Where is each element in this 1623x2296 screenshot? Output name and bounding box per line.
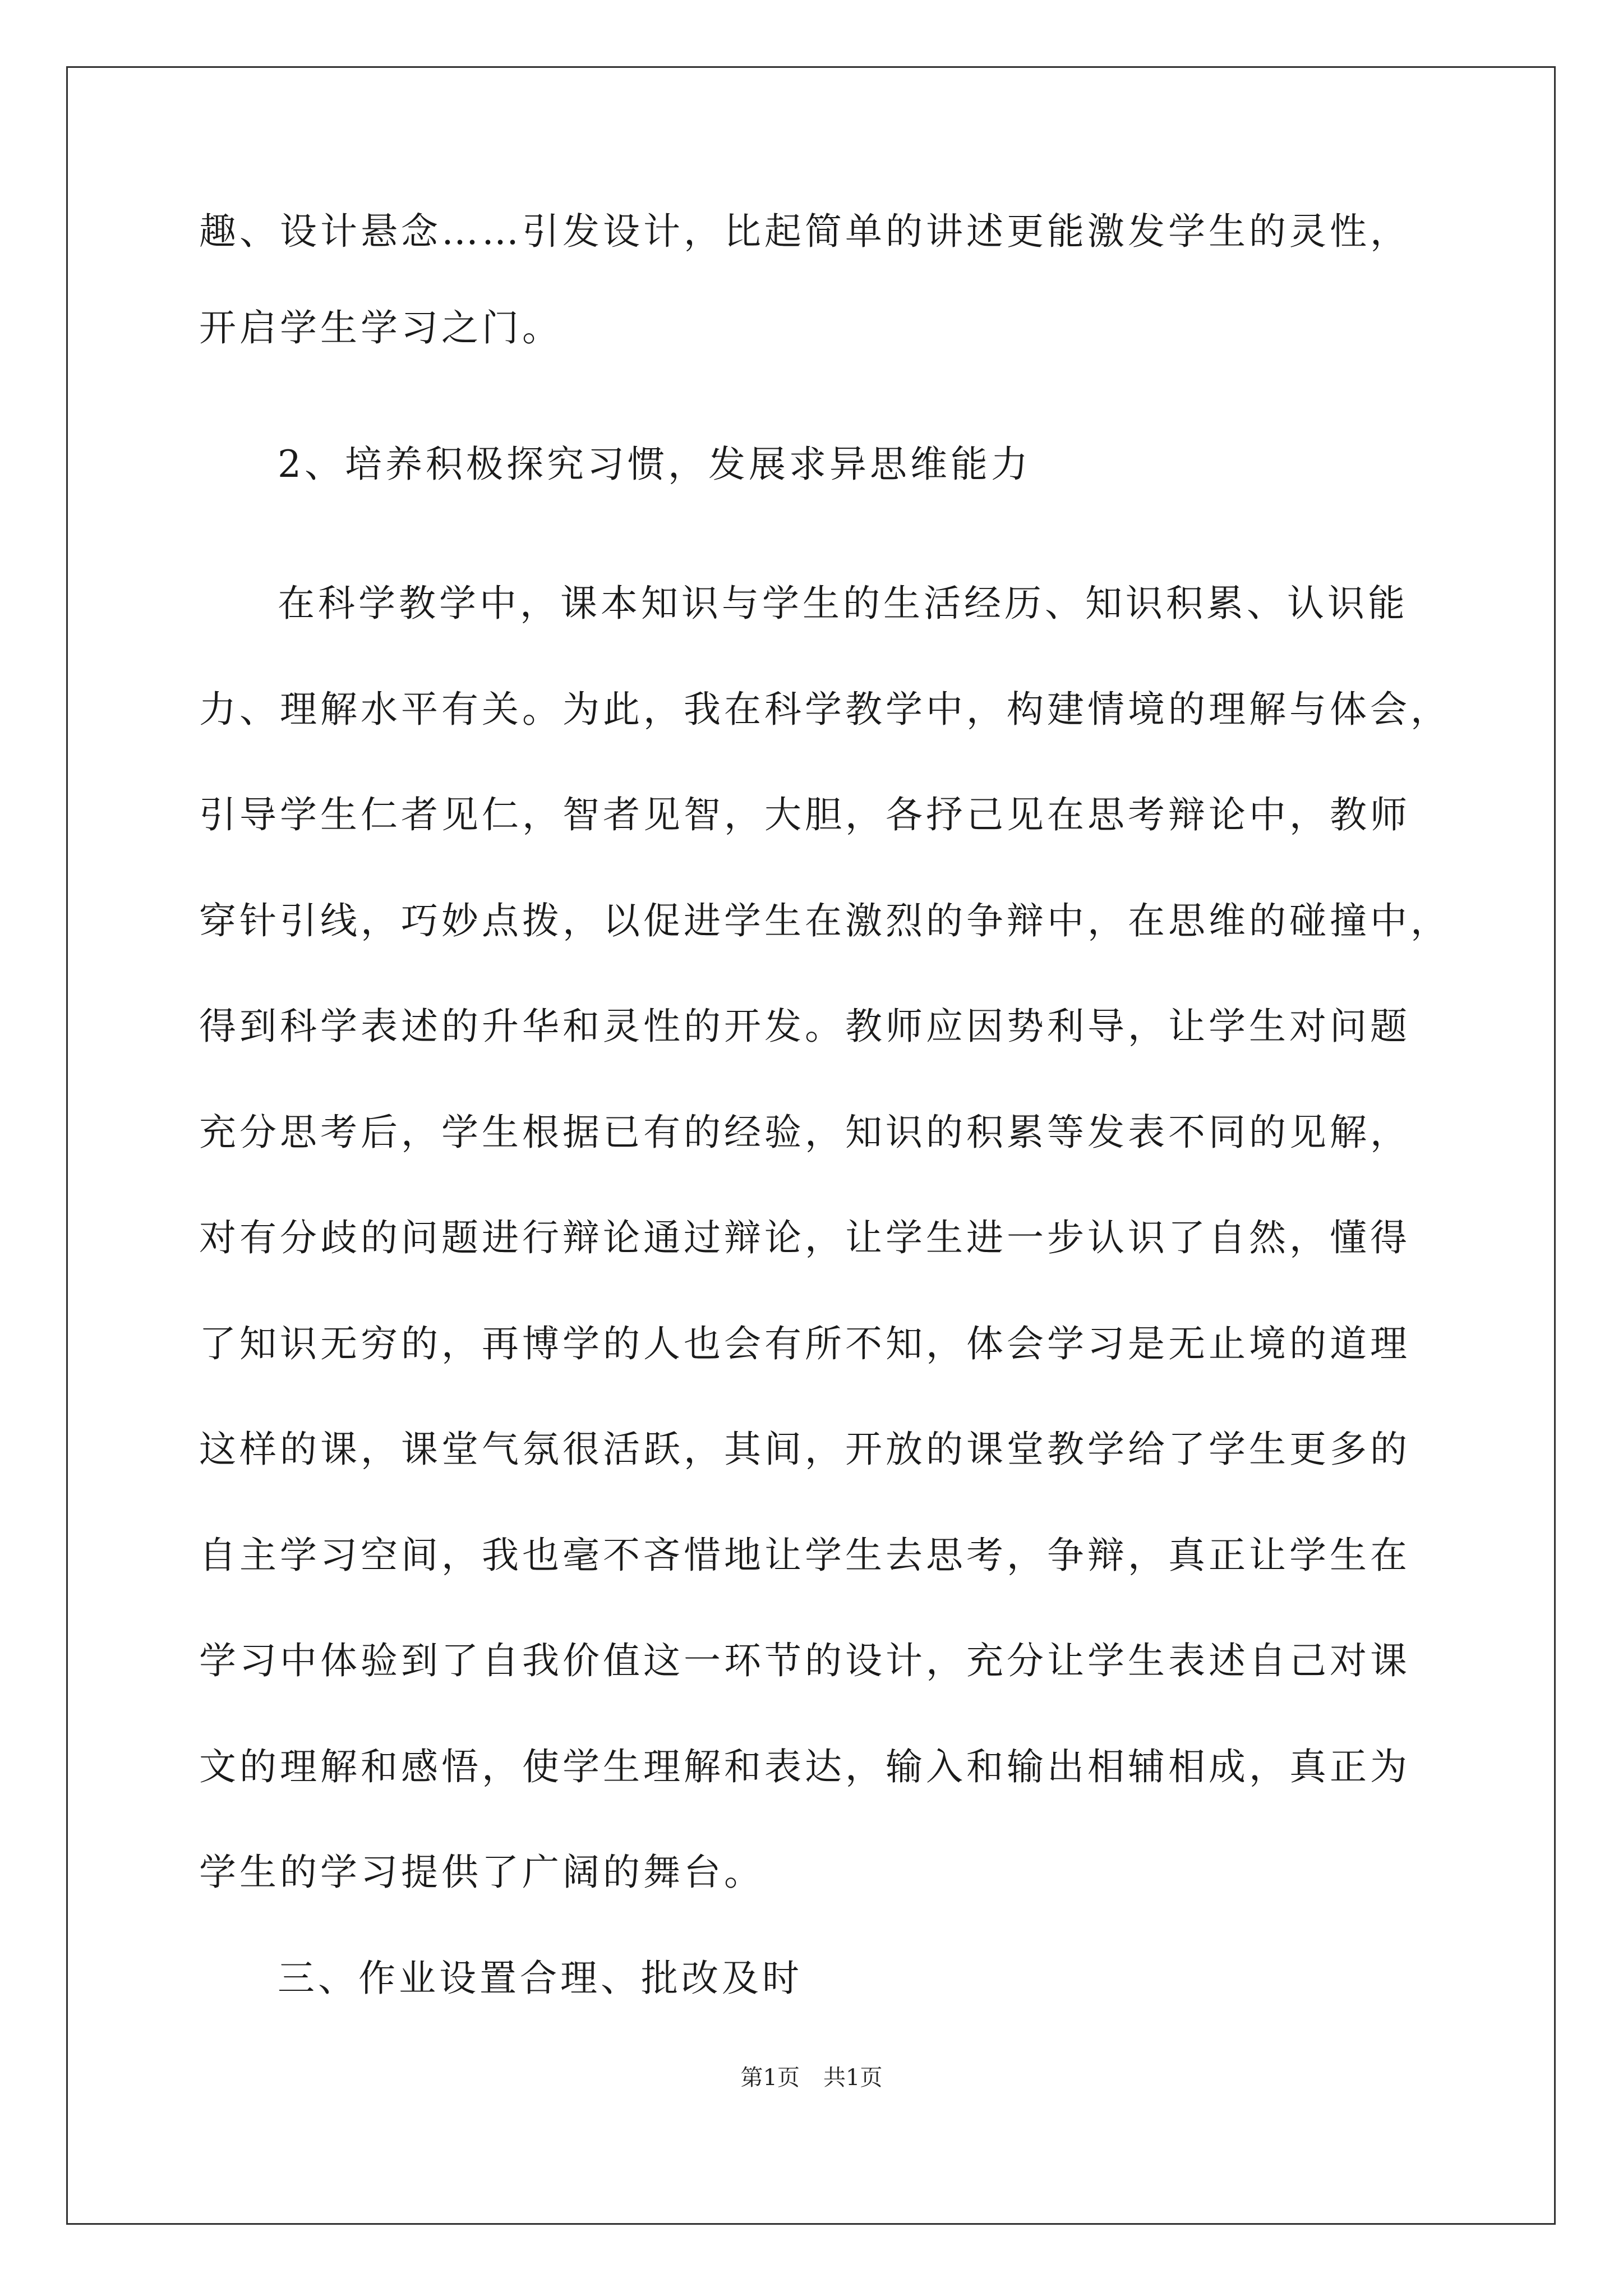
- text-line: 了知识无穷的，再博学的人也会有所不知，体会学习是无止境的道理: [199, 1322, 1410, 1365]
- text-line: 引导学生仁者见仁，智者见智，大胆，各抒己见在思考辩论中，教师: [199, 793, 1410, 836]
- section-heading: 2、培养积极探究习惯，发展求异思维能力: [278, 443, 1031, 486]
- text-line: 学习中体验到了自我价值这一环节的设计，充分让学生表述自己对课: [199, 1639, 1410, 1682]
- text-line: 对有分歧的问题进行辩论通过辩论，让学生进一步认识了自然，懂得: [199, 1216, 1410, 1259]
- text-line: 学生的学习提供了广阔的舞台。: [199, 1851, 764, 1894]
- text-line: 得到科学表述的升华和灵性的开发。教师应因势利导，让学生对问题: [199, 1005, 1410, 1048]
- section-heading: 三、作业设置合理、批改及时: [278, 1957, 803, 2000]
- text-line: 自主学习空间，我也毫不吝惜地让学生去思考，争辩，真正让学生在: [199, 1534, 1410, 1577]
- page-number-total: 共1页: [823, 2065, 883, 2091]
- page-number-current: 第1页: [740, 2065, 800, 2091]
- page-footer: [0, 2067, 1623, 2089]
- text-line: 开启学生学习之门。: [199, 306, 562, 349]
- text-line: 在科学教学中，课本知识与学生的生活经历、知识积累、认识能: [278, 582, 1408, 625]
- text-line: 力、理解水平有关。为此，我在科学教学中，构建情境的理解与体会，: [199, 688, 1451, 731]
- text-line: 充分思考后，学生根据已有的经验，知识的积累等发表不同的见解，: [199, 1111, 1410, 1154]
- text-line: 文的理解和感悟，使学生理解和表达，输入和输出相辅相成，真正为: [199, 1745, 1410, 1788]
- text-line: 这样的课，课堂气氛很活跃，其间，开放的课堂教学给了学生更多的: [199, 1428, 1410, 1471]
- text-line: 趣、设计悬念……引发设计，比起简单的讲述更能激发学生的灵性，: [199, 210, 1410, 253]
- text-line: 穿针引线，巧妙点拨，以促进学生在激烈的争辩中，在思维的碰撞中，: [199, 899, 1451, 942]
